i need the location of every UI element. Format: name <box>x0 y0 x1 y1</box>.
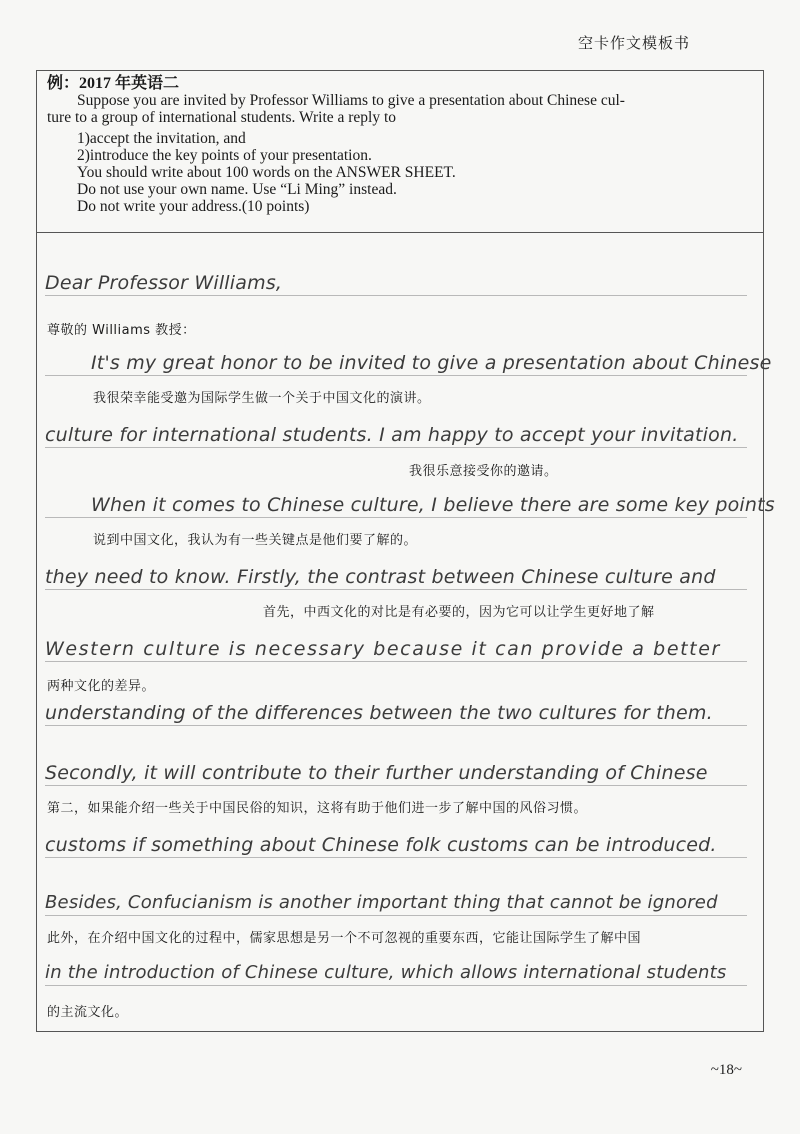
task-line: You should write about 100 words on the ANSWER SHEET. <box>77 164 456 181</box>
translation-line: 此外，在介绍中国文化的过程中，儒家思想是另一个不可忽视的重要东西，它能让国际学生了解中国 <box>47 931 642 946</box>
translation-line: 的主流文化。 <box>47 1005 129 1020</box>
essay-line: When it comes to Chinese culture, I believe there are some key points <box>45 493 747 518</box>
task-line: ture to a group of international students. Write a reply to <box>47 109 397 126</box>
translation-line: 首先，中西文化的对比是有必要的，因为它可以让学生更好地了解 <box>263 605 655 620</box>
translation-line: 两种文化的差异。 <box>47 679 156 694</box>
task-prompt <box>37 71 763 233</box>
essay-line: culture for international students. I am happy to accept your invitation. <box>45 423 747 448</box>
task-line: Do not use your own name. Use “Li Ming” instead. <box>77 181 397 198</box>
essay-line: Western culture is necessary because it can provide a better <box>45 637 747 662</box>
translation-line: 我很荣幸能受邀为国际学生做一个关于中国文化的演讲。 <box>93 391 431 406</box>
essay-line: Besides, Confucianism is another important thing that cannot be ignored <box>45 891 747 916</box>
essay-line: customs if something about Chinese folk customs can be introduced. <box>45 833 747 858</box>
page-number: ~18~ <box>710 1062 742 1078</box>
essay-line: they need to know. Firstly, the contrast between Chinese culture and <box>45 565 747 590</box>
salutation-translation: 尊敬的 Williams 教授： <box>47 323 196 338</box>
translation-line: 第二，如果能介绍一些关于中国民俗的知识，这将有助于他们进一步了解中国的风俗习惯。 <box>47 801 588 816</box>
task-line: 2)introduce the key points of your presentation. <box>77 147 372 164</box>
essay-line: in the introduction of Chinese culture, which allows international students <box>45 961 747 986</box>
essay-line: understanding of the differences between the two cultures for them. <box>45 701 747 726</box>
task-line: 1)accept the invitation, and <box>77 130 246 147</box>
essay-line: Secondly, it will contribute to their further understanding of Chinese <box>45 761 747 786</box>
essay-salutation: Dear Professor Williams, <box>45 271 747 296</box>
book-title: 空卡作文模板书 <box>577 34 690 52</box>
task-line: Do not write your address.(10 points) <box>77 198 310 215</box>
translation-line: 说到中国文化，我认为有一些关键点是他们要了解的。 <box>93 533 418 548</box>
essay-line: It's my great honor to be invited to give a presentation about Chinese <box>45 351 747 376</box>
task-title: 例：2017 年英语二 <box>47 75 180 92</box>
translation-line: 我很乐意接受你的邀请。 <box>409 464 558 479</box>
task-line: Suppose you are invited by Professor Williams to give a presentation about Chinese cul- <box>77 92 625 109</box>
essay-frame <box>36 70 775 1032</box>
